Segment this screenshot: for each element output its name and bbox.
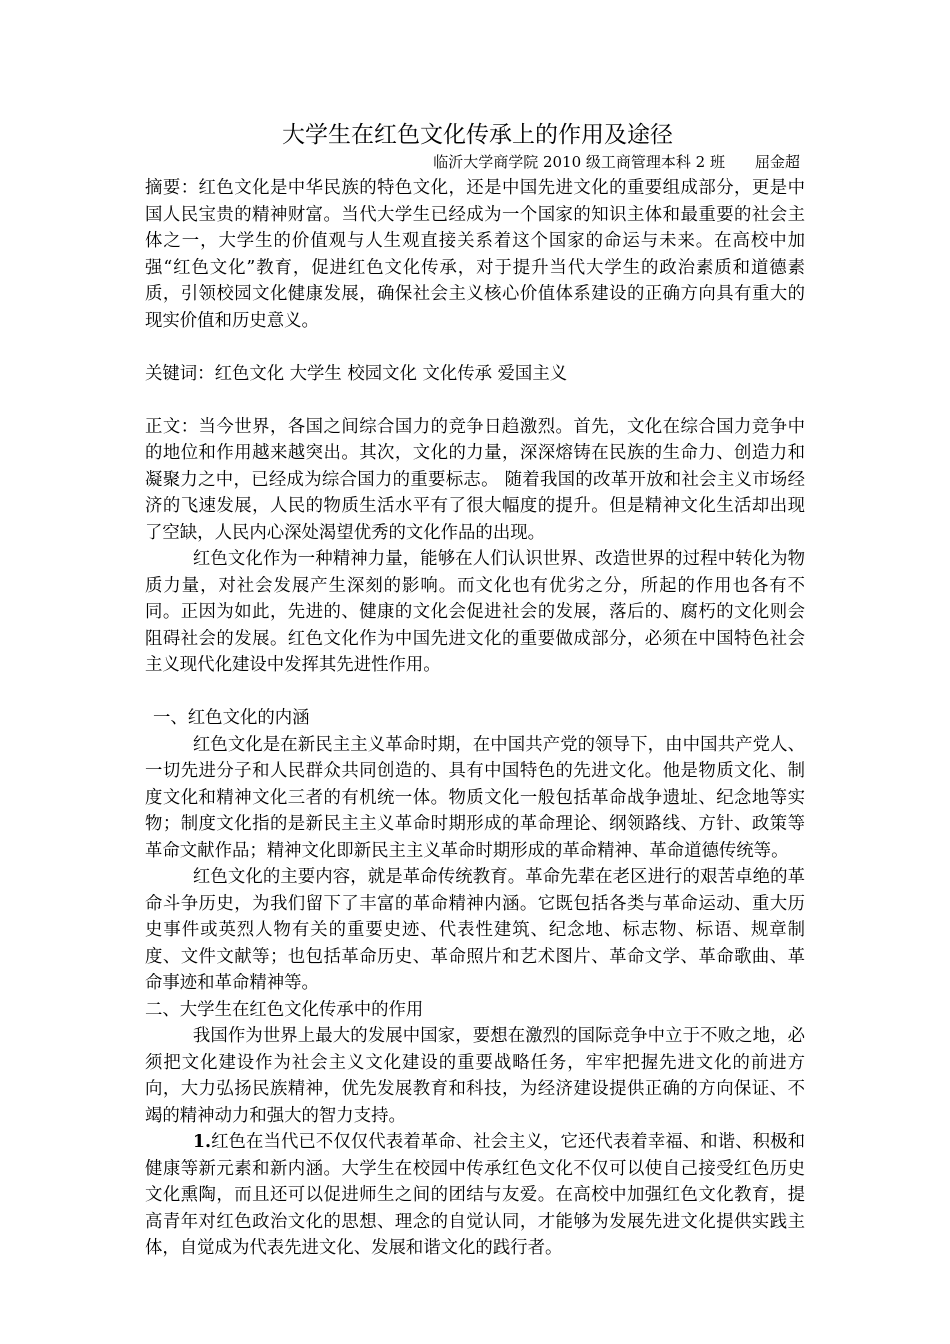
body-intro-paragraph: 正文：当今世界，各国之间综合国力的竞争日趋激烈。首先，文化在综合国力竞争中的地位和作用越来越突出。其次，文化的力量，深深熔铸在民族的生命力、创造力和凝聚力之中，已经成为综合国力的重要标志。 随着我国的改革开放和社会主义市场经济的飞速发展，人民的物质生活水平有了很大幅度的提升。但是精神文化生活却出现了空缺，人民内心深处渴望优秀的文化作品的出现。 <box>145 416 805 543</box>
spacer <box>145 334 805 361</box>
list-item-text: 红色在当代已不仅仅代表着革命、社会主义，它还代表着幸福、和谐、积极和健康等新元素和新内涵。大学生在校园中传承红色文化不仅可以使自己接受红色历史文化熏陶，而且还可以促进师生之间的团结与友爱。在高校中加强红色文化教育，提高青年对红色政治文化的思想、理念的自觉认同，才能够为发展先进文化提供实践主体，自觉成为代表先进文化、发展和谐文化的践行者。 <box>145 1132 805 1258</box>
list-number: 1. <box>192 1132 211 1152</box>
document-body <box>145 175 805 1262</box>
spacer <box>145 387 805 414</box>
keywords-line: 关键词：红色文化 大学生 校园文化 文化传承 爱国主义 <box>145 363 568 384</box>
abstract-paragraph: 摘要：红色文化是中华民族的特色文化，还是中国先进文化的重要组成部分，更是中国人民宝贵的精神财富。当代大学生已经成为一个国家的知识主体和最重要的社会主体之一，大学生的价值观与人生观直接关系着这个国家的命运与未来。在高校中加强“红色文化”教育，促进红色文化传承，对于提升当代大学生的政治素质和道德素质，引领校园文化健康发展，确保社会主义核心价值体系建设的正确方向具有重大的现实价值和历史意义。 <box>145 178 805 331</box>
document-title: 大学生在红色文化传承上的作用及途径 <box>282 122 673 148</box>
body-paragraph: 红色文化是在新民主主义革命时期，在中国共产党的领导下，由中国共产党人、一切先进分子和人民群众共同创造的、具有中国特色的先进文化。他是物质文化、制度文化和精神文化三者的有机统一体。物质文化一般包括革命战争遗址、纪念地等实物；制度文化指的是新民主主义革命时期形成的革命理论、纲领路线、方针、政策等革命文献作品；精神文化即新民主主义革命时期形成的革命精神、革命道德传统等。 <box>145 734 805 861</box>
body-paragraph: 红色文化的主要内容，就是革命传统教育。革命先辈在老区进行的艰苦卓绝的革命斗争历史，为我们留下了丰富的革命精神内涵。它既包括各类与革命运动、重大历史事件或英烈人物有关的重要史迹、代表性建筑、纪念地、标志物、标语、规章制度、文件文献等；也包括革命历史、革命照片和艺术图片、革命文学、革命歌曲、革命事迹和革命精神等。 <box>145 867 805 993</box>
section-heading: 二、大学生在红色文化传承中的作用 <box>145 999 424 1020</box>
body-paragraph: 我国作为世界上最大的发展中国家，要想在激烈的国际竞争中立于不败之地，必须把文化建设作为社会主义文化建设的重要战略任务，牢牢把握先进文化的前进方向，大力弘扬民族精神，优先发展教育和科技，为经济建设提供正确的方向保证、不竭的精神动力和强大的智力支持。 <box>145 1026 805 1126</box>
body-paragraph: 红色文化作为一种精神力量，能够在人们认识世界、改造世界的过程中转化为物质力量，对社会发展产生深刻的影响。而文化也有优劣之分，所起的作用也各有不同。正因为如此，先进的、健康的文化会促进社会的发展，落后的、腐朽的文化则会阻碍社会的发展。红色文化作为中国先进文化的重要做成部分，必须在中国特色社会主义现代化建设中发挥其先进性作用。 <box>145 549 805 675</box>
body-paragraph <box>145 1129 805 1262</box>
section-heading: 一、红色文化的内涵 <box>153 708 310 728</box>
author-line: 临沂大学商学院 2010 级工商管理本科 2 班 屈金超 <box>433 153 800 171</box>
spacer <box>145 679 805 706</box>
